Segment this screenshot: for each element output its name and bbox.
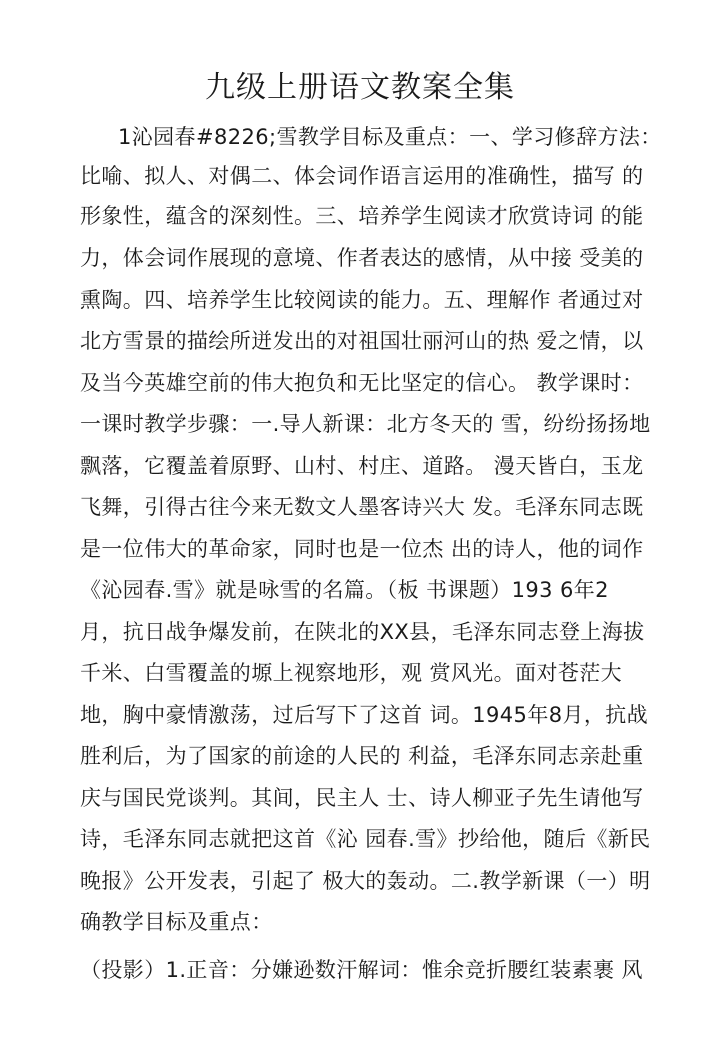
body-line: 熏陶。四、培养学生比较阅读的能力。五、理解作 者通过对	[80, 288, 644, 312]
body-line: 飘落，它覆盖着原野、山村、村庄、道路。 漫天皆白，玉龙	[80, 454, 644, 478]
body-line: 庆与国民党谈判。其间，民主人 士、诗人柳亚子先生请他写	[80, 786, 644, 810]
body-line: 晚报》公开发表，引起了 极大的轰动。二.教学新课（一）明	[80, 869, 651, 893]
body-line: 形象性，蕴含的深刻性。三、培养学生阅读才欣赏诗词 的能	[80, 204, 644, 228]
body-line: （投影）1.正音：分嫌逊数汗解词：惟余竞折腰红装素裹 风	[80, 958, 643, 982]
body-line: 确教学目标及重点：	[80, 910, 273, 934]
document-title: 九级上册语文教案全集	[205, 70, 515, 105]
body-line: 《沁园春.雪》就是咏雪的名篇。（板 书课题）193 6年2	[80, 578, 609, 602]
body-line: 月，抗日战争爆发前，在陕北的XX县，毛泽东同志登上海拔	[80, 620, 645, 644]
body-line: 北方雪景的描绘所迸发出的对祖国壮丽河山的热 爱之情，以	[80, 329, 644, 353]
body-line: 1沁园春#8226;雪教学目标及重点：一、学习修辞方法：	[118, 125, 662, 149]
body-line: 地，胸中豪情激荡，过后写下了这首 词。1945年8月，抗战	[80, 703, 649, 727]
body-line: 千米、白雪覆盖的塬上视察地形，观 赏风光。面对苍茫大	[80, 661, 623, 685]
body-line: 一课时教学步骤：一.导人新课：北方冬天的 雪，纷纷扬扬地	[80, 412, 651, 436]
body-line: 力，体会词作展现的意境、作者表达的感情，从中接 受美的	[80, 246, 644, 270]
body-line: 诗，毛泽东同志就把这首《沁 园春.雪》抄给他，随后《新民	[80, 827, 651, 851]
body-line: 胜利后，为了国家的前途的人民的 利益，毛泽东同志亲赴重	[80, 744, 644, 768]
body-line: 是一位伟大的革命家，同时也是一位杰 出的诗人，他的词作	[80, 537, 644, 561]
body-line: 飞舞，引得古往今来无数文人墨客诗兴大 发。毛泽东同志既	[80, 495, 644, 519]
body-line: 比喻、拟人、对偶二、体会词作语言运用的准确性，描写 的	[80, 164, 644, 188]
body-line: 及当今英雄空前的伟大抱负和无比坚定的信心。 教学课时：	[80, 371, 644, 395]
